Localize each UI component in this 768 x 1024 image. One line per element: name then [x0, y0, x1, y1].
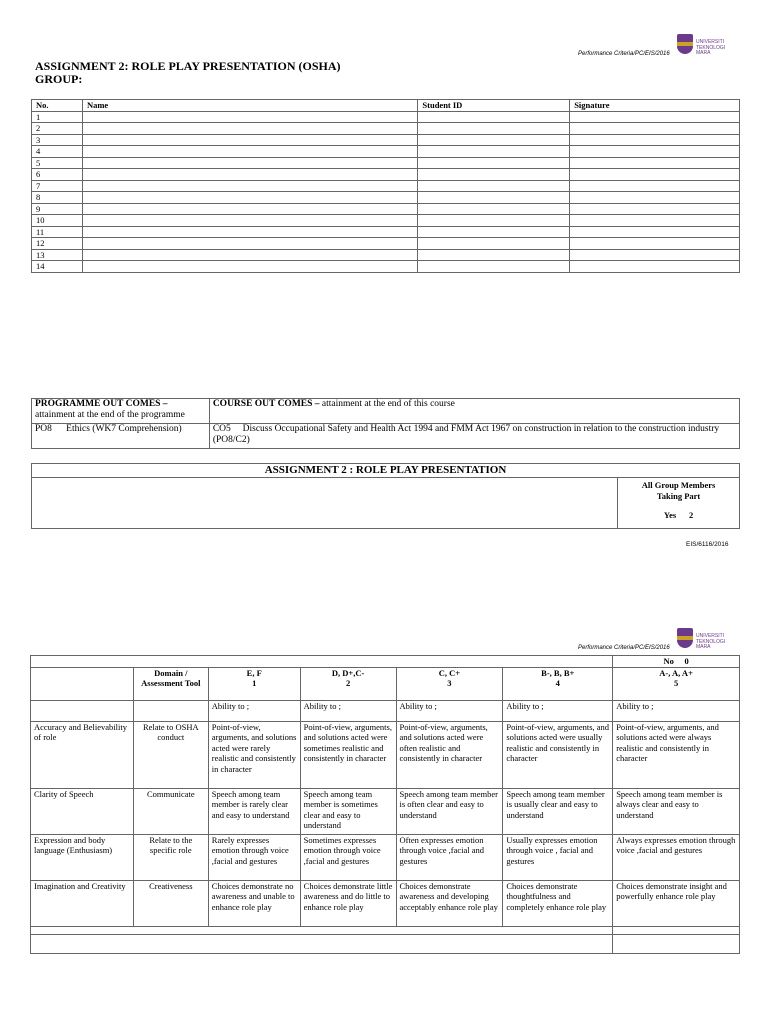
po-cell	[32, 424, 210, 449]
grade-score: 1	[252, 678, 257, 688]
co-text: Discuss Occupational Safety and Health Act 1994 and FMM Act 1967 on construction in relation to the construction industry (PO8/C2)	[212, 424, 720, 445]
criterion: Imagination and Creativity	[31, 880, 134, 926]
table-row	[32, 146, 740, 158]
rubric-total-row	[31, 934, 740, 953]
ability-label: Ability to ;	[396, 700, 503, 721]
table-row	[32, 226, 740, 238]
uitm-logo	[677, 34, 735, 62]
grade-header-3	[396, 667, 503, 700]
grade-header-5	[613, 667, 740, 700]
descriptor: Usually expresses emotion through voice , facial and gestures	[503, 834, 613, 880]
grade-label: B-, B, B+	[541, 667, 575, 678]
criterion: Expression and body language (Enthusiasm)	[31, 834, 134, 880]
row-number: 10	[32, 215, 83, 227]
row-number: 6	[32, 169, 83, 181]
members-header-row	[32, 100, 740, 112]
row-number: 7	[32, 180, 83, 192]
grade-score: 5	[673, 678, 679, 688]
student-id-field[interactable]	[418, 134, 570, 146]
student-id-field[interactable]	[418, 111, 570, 123]
row-number: 4	[32, 146, 83, 158]
grade-score: 3	[447, 678, 452, 688]
row-number: 12	[32, 238, 83, 250]
name-field[interactable]	[82, 111, 417, 123]
grade-label: A-, A, A+	[659, 667, 693, 678]
student-id-field[interactable]	[418, 215, 570, 227]
rubric-no-cell	[613, 656, 740, 668]
descriptor: Speech among team member is sometimes clear and easy to understand	[300, 788, 396, 834]
ability-label: Ability to ;	[208, 700, 300, 721]
grade-header-2	[300, 667, 396, 700]
row-number: 11	[32, 226, 83, 238]
name-field[interactable]	[82, 249, 417, 261]
name-field[interactable]	[82, 238, 417, 250]
col-no: No.	[32, 100, 83, 112]
signature-field[interactable]	[570, 192, 740, 204]
row-number: 2	[32, 123, 83, 135]
po-header-bold: PROGRAMME OUT COMES –	[35, 399, 168, 409]
programme-outcomes-header	[32, 399, 210, 424]
table-row	[32, 238, 740, 250]
taking-part-label: Taking Part	[656, 491, 701, 501]
po-text: Ethics (WK7 Comprehension)	[66, 424, 182, 434]
signature-field[interactable]	[570, 123, 740, 135]
signature-field[interactable]	[570, 249, 740, 261]
rubric-no-label: No	[663, 656, 674, 666]
name-field[interactable]	[82, 226, 417, 238]
rubric-table	[30, 655, 740, 954]
table-row	[32, 203, 740, 215]
domain: Relate to the specific role	[133, 834, 208, 880]
table-row	[32, 169, 740, 181]
assignment-box	[31, 463, 740, 529]
table-row	[32, 249, 740, 261]
rubric-empty-row	[31, 926, 740, 934]
rubric-no-value: 0	[684, 656, 689, 666]
ability-label: Ability to ;	[503, 700, 613, 721]
crest-icon	[677, 34, 693, 54]
row-number: 14	[32, 261, 83, 273]
crest-icon	[677, 628, 693, 648]
descriptor: Point-of-view, arguments, and solutions acted were always realistic and consistently in character	[613, 721, 740, 788]
po-code: PO8	[35, 424, 52, 434]
co-cell	[209, 424, 739, 449]
logo-line-2: TEKNOLOGI	[696, 44, 726, 51]
table-row	[32, 215, 740, 227]
rubric-row-clarity	[31, 788, 740, 834]
student-id-field[interactable]	[418, 238, 570, 250]
signature-field[interactable]	[570, 169, 740, 181]
row-number: 3	[32, 134, 83, 146]
col-student-id: Student ID	[418, 100, 570, 112]
uitm-logo-2	[677, 628, 735, 656]
logo-line-3: MARA	[696, 50, 711, 56]
group-members-cell	[618, 478, 740, 529]
student-id-field[interactable]	[418, 203, 570, 215]
descriptor: Often expresses emotion through voice ,facial and gestures	[396, 834, 503, 880]
name-field[interactable]	[82, 192, 417, 204]
signature-field[interactable]	[570, 203, 740, 215]
table-row	[32, 180, 740, 192]
descriptor: Speech among team member is usually clear and easy to understand	[503, 788, 613, 834]
signature-field[interactable]	[570, 238, 740, 250]
rubric-notes-area[interactable]	[31, 934, 613, 953]
signature-field[interactable]	[570, 261, 740, 273]
assignment-notes-area[interactable]	[32, 478, 618, 529]
members-table	[31, 99, 740, 273]
outcomes-table	[31, 398, 740, 449]
name-field[interactable]	[82, 146, 417, 158]
signature-field[interactable]	[570, 226, 740, 238]
outcomes-row	[32, 424, 740, 449]
grade-header-4	[503, 667, 613, 700]
student-id-field[interactable]	[418, 261, 570, 273]
table-row	[32, 157, 740, 169]
student-id-field[interactable]	[418, 192, 570, 204]
descriptor: Choices demonstrate awareness and developing acceptably enhance role play	[396, 880, 503, 926]
student-id-field[interactable]	[418, 226, 570, 238]
signature-field[interactable]	[570, 180, 740, 192]
descriptor: Sometimes expresses emotion through voice ,facial and gestures	[300, 834, 396, 880]
ability-label: Ability to ;	[613, 700, 740, 721]
rubric-row-accuracy	[31, 721, 740, 788]
descriptor: Choices demonstrate no awareness and unable to enhance role play	[208, 880, 300, 926]
name-field[interactable]	[82, 203, 417, 215]
criterion: Clarity of Speech	[31, 788, 134, 834]
student-id-field[interactable]	[418, 123, 570, 135]
performance-criteria-label-2: Performance Criteria/PC/EIS/2016	[578, 645, 670, 651]
student-id-field[interactable]	[418, 169, 570, 181]
rubric-total-cell[interactable]	[613, 934, 740, 953]
descriptor: Speech among team member is always clear and easy to understand	[613, 788, 740, 834]
row-number: 9	[32, 203, 83, 215]
group-label: GROUP:	[35, 72, 83, 86]
logo-line-1: UNIVERSITI	[696, 633, 725, 639]
po-header-rest: attainment at the end of the programme	[35, 410, 185, 420]
signature-field[interactable]	[570, 111, 740, 123]
signature-field[interactable]	[570, 215, 740, 227]
domain-header: Domain / Assessment Tool	[133, 667, 208, 700]
performance-criteria-label: Performance Criteria/PC/EIS/2016	[578, 51, 670, 57]
rubric-row-expression	[31, 834, 740, 880]
descriptor: Point-of-view, arguments, and solutions acted were sometimes realistic and consistently in character	[300, 721, 396, 788]
grade-score: 4	[555, 678, 560, 688]
logo-line-1: UNIVERSITI	[696, 39, 725, 45]
course-outcomes-header	[209, 399, 739, 424]
criterion: Accuracy and Believability of role	[31, 721, 134, 788]
row-number: 8	[32, 192, 83, 204]
table-row	[32, 192, 740, 204]
descriptor: Choices demonstrate insight and powerfully enhance role play	[613, 880, 740, 926]
assignment-box-title: ASSIGNMENT 2 : ROLE PLAY PRESENTATION	[32, 464, 740, 478]
descriptor: Point-of-view, arguments, and solutions acted were usually realistic and consistently in character	[503, 721, 613, 788]
grade-label: E, F	[246, 667, 262, 678]
name-field[interactable]	[82, 215, 417, 227]
ability-label: Ability to ;	[300, 700, 396, 721]
name-field[interactable]	[82, 134, 417, 146]
domain: Creativeness	[133, 880, 208, 926]
signature-field[interactable]	[570, 134, 740, 146]
student-id-field[interactable]	[418, 157, 570, 169]
name-field[interactable]	[82, 180, 417, 192]
all-members-label: All Group Members	[641, 480, 716, 490]
col-name: Name	[82, 100, 417, 112]
domain: Relate to OSHA conduct	[133, 721, 208, 788]
descriptor: Point-of-view, arguments, and solutions acted were often realistic and consistently in character	[396, 721, 503, 788]
row-number: 13	[32, 249, 83, 261]
row-number: 5	[32, 157, 83, 169]
logo-line-2: TEKNOLOGI	[696, 638, 726, 645]
descriptor: Always expresses emotion through voice ,facial and gestures	[613, 834, 740, 880]
descriptor: Choices demonstrate thoughtfulness and completely enhance role play	[503, 880, 613, 926]
student-id-field[interactable]	[418, 180, 570, 192]
grade-label: D, D+,C-	[331, 667, 365, 678]
ability-row	[31, 700, 740, 721]
grade-label: C, C+	[438, 667, 461, 678]
yes-value: 2	[688, 510, 694, 520]
col-signature: Signature	[570, 100, 740, 112]
descriptor: Point-of-view, arguments, and solutions acted were rarely realistic and consistently in character	[208, 721, 300, 788]
rubric-row-imagination	[31, 880, 740, 926]
name-field[interactable]	[82, 261, 417, 273]
yes-label: Yes	[663, 510, 677, 520]
table-row	[32, 261, 740, 273]
assignment-title-line-1: ASSIGNMENT 2: ROLE PLAY PRESENTATION (OSHA)	[35, 59, 341, 73]
descriptor: Rarely expresses emotion through voice ,facial and gestures	[208, 834, 300, 880]
assignment-title	[35, 60, 341, 86]
domain: Communicate	[133, 788, 208, 834]
outcomes-header-row	[32, 399, 740, 424]
logo-line-3: MARA	[696, 644, 711, 650]
descriptor: Speech among team member is often clear and easy to understand	[396, 788, 503, 834]
name-field[interactable]	[82, 123, 417, 135]
name-field[interactable]	[82, 157, 417, 169]
row-number: 1	[32, 111, 83, 123]
name-field[interactable]	[82, 169, 417, 181]
student-id-field[interactable]	[418, 146, 570, 158]
yes-row	[621, 510, 736, 521]
student-id-field[interactable]	[418, 249, 570, 261]
signature-field[interactable]	[570, 146, 740, 158]
descriptor: Speech among team member is rarely clear and easy to understand	[208, 788, 300, 834]
signature-field[interactable]	[570, 157, 740, 169]
co-code: CO5	[212, 424, 231, 434]
grade-score: 2	[345, 678, 351, 688]
table-row	[32, 123, 740, 135]
descriptor: Choices demonstrate little awareness and do little to enhance role play	[300, 880, 396, 926]
footer-code: EIS/6116/2016	[686, 541, 729, 548]
co-header-bold: COURSE OUT COMES –	[212, 399, 320, 409]
table-row	[32, 111, 740, 123]
grade-header-1	[208, 667, 300, 700]
table-row	[32, 134, 740, 146]
rubric-header-row	[31, 667, 740, 700]
co-header-rest: attainment at the end of this course	[321, 399, 455, 409]
